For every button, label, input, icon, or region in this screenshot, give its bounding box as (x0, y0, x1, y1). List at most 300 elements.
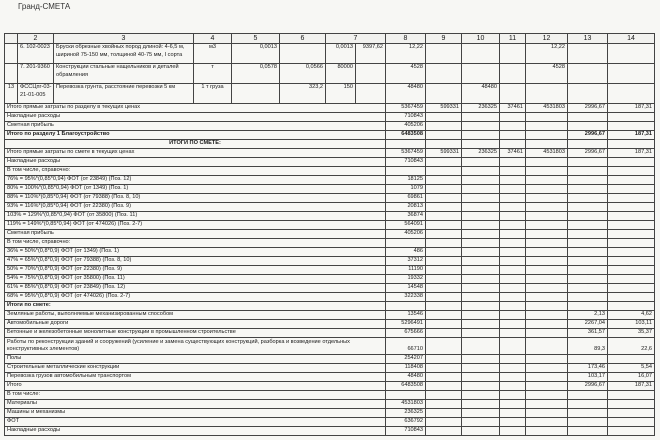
row-value (608, 284, 655, 293)
row-value: 103,17 (568, 373, 608, 382)
row-value: 187,31 (608, 382, 655, 391)
row-total: 486 (386, 248, 426, 257)
row-label: Накладные расходы (5, 113, 386, 122)
summary-row (5, 355, 655, 364)
row-value: 22,6 (608, 338, 655, 355)
summary-row (5, 302, 655, 311)
summary-row (5, 293, 655, 302)
row-label: Итого по разделу 1 Благоустройство (5, 131, 386, 140)
row-value (462, 302, 500, 311)
row-value (426, 185, 462, 194)
row-value (526, 409, 568, 418)
row-value (426, 382, 462, 391)
row-label: 88% = 110%*(0,85*0,94) ФОТ (от 79388) (Поз. 8, 10) (5, 194, 386, 203)
row-total: 14548 (386, 284, 426, 293)
row-value: 2996,67 (568, 149, 608, 158)
row-value (426, 275, 462, 284)
row-value (526, 266, 568, 275)
summary-row (5, 122, 655, 131)
row-total (386, 239, 426, 248)
row-value: 37461 (500, 104, 526, 113)
position-value: 323,2 (280, 84, 326, 104)
row-label: Строительные металлические конструкции (5, 364, 386, 373)
row-value (608, 230, 655, 239)
row-value (568, 400, 608, 409)
row-value (500, 221, 526, 230)
row-total (386, 140, 426, 149)
row-value: 5,54 (608, 364, 655, 373)
row-label: Итого прямые затраты по разделу в текущих ценах (5, 104, 386, 113)
row-label: 103% = 129%*(0,85*0,94) ФОТ (от 35800) (Поз. 11) (5, 212, 386, 221)
row-value (500, 293, 526, 302)
row-value (608, 212, 655, 221)
row-value (500, 266, 526, 275)
row-value (526, 113, 568, 122)
row-value (526, 194, 568, 203)
position-number (5, 64, 18, 84)
row-value (568, 275, 608, 284)
row-label: Накладные расходы (5, 427, 386, 436)
row-label: Автомобильные дороги (5, 320, 386, 329)
row-value (426, 391, 462, 400)
row-value (500, 176, 526, 185)
row-value (426, 400, 462, 409)
position-name: Перевозка грунта, расстояние перевозки 5 км (54, 84, 194, 104)
summary-row (5, 176, 655, 185)
row-value (568, 203, 608, 212)
row-value (568, 355, 608, 364)
row-value (568, 158, 608, 167)
row-value (608, 418, 655, 427)
row-label: Сметная прибыль (5, 230, 386, 239)
summary-row (5, 167, 655, 176)
row-total: 20813 (386, 203, 426, 212)
row-value (426, 221, 462, 230)
row-value (462, 338, 500, 355)
row-value (500, 364, 526, 373)
position-number: 13 (5, 84, 18, 104)
row-value (526, 275, 568, 284)
row-value (568, 212, 608, 221)
row-value (462, 391, 500, 400)
row-value (568, 257, 608, 266)
row-value (500, 185, 526, 194)
estimate-table (4, 33, 655, 436)
row-value (462, 176, 500, 185)
row-value (500, 122, 526, 131)
row-value (426, 302, 462, 311)
summary-row (5, 185, 655, 194)
row-value (526, 311, 568, 320)
row-value (608, 275, 655, 284)
summary-row (5, 400, 655, 409)
row-value (462, 221, 500, 230)
row-total: 11190 (386, 266, 426, 275)
row-value (500, 284, 526, 293)
col-number: 10 (462, 34, 500, 44)
row-value (462, 293, 500, 302)
row-value (426, 167, 462, 176)
row-value (500, 311, 526, 320)
col-number: 9 (426, 34, 462, 44)
summary-row (5, 212, 655, 221)
row-label: 93% = 116%*(0,85*0,94) ФОТ (от 22380) (Поз. 9) (5, 203, 386, 212)
position-value (356, 64, 386, 84)
col-number: 8 (386, 34, 426, 44)
row-label: 76% = 95%*(0,85*0,94) ФОТ (от 23849) (Поз. 12) (5, 176, 386, 185)
row-value: 4531803 (526, 104, 568, 113)
row-total: 48480 (386, 373, 426, 382)
row-value (526, 131, 568, 140)
row-value (500, 158, 526, 167)
summary-row (5, 338, 655, 355)
row-value (462, 248, 500, 257)
row-total: 18125 (386, 176, 426, 185)
position-value (462, 64, 500, 84)
row-total (386, 302, 426, 311)
row-total: 564091 (386, 221, 426, 230)
row-value (526, 212, 568, 221)
row-value (500, 418, 526, 427)
row-total: 36874 (386, 212, 426, 221)
row-total: 236325 (386, 409, 426, 418)
position-value (462, 44, 500, 64)
row-value (462, 113, 500, 122)
row-value (462, 239, 500, 248)
row-value (526, 391, 568, 400)
row-label: Полы (5, 355, 386, 364)
row-value: 2,13 (568, 311, 608, 320)
page-title: Гранд-СМЕТА (18, 2, 71, 11)
row-value (526, 140, 568, 149)
position-value: 4528 (526, 64, 568, 84)
row-value (526, 329, 568, 338)
row-value (426, 320, 462, 329)
row-label: ФОТ (5, 418, 386, 427)
position-value: 12,22 (526, 44, 568, 64)
row-value (526, 355, 568, 364)
row-value (608, 122, 655, 131)
row-value (426, 364, 462, 373)
position-code: ФССЦпг-03-21-01-005 (18, 84, 54, 104)
row-value (568, 122, 608, 131)
row-value (568, 194, 608, 203)
row-value (500, 239, 526, 248)
position-code: 6. 102-0023 (18, 44, 54, 64)
row-value (462, 203, 500, 212)
position-cost: 48480 (386, 84, 426, 104)
row-value (608, 293, 655, 302)
row-label: 68% = 95%*(0,8*0,9) ФОТ (от 474026) (Поз. 2-7) (5, 293, 386, 302)
row-label: Итого прямые затраты по смете в текущих ценах (5, 149, 386, 158)
row-value (608, 185, 655, 194)
row-value (462, 275, 500, 284)
row-label: Накладные расходы (5, 158, 386, 167)
row-value (426, 284, 462, 293)
summary-row (5, 427, 655, 436)
row-total: 19332 (386, 275, 426, 284)
row-value (500, 194, 526, 203)
row-value (500, 409, 526, 418)
row-value (500, 140, 526, 149)
position-qty (232, 84, 280, 104)
col-number: 14 (608, 34, 655, 44)
row-value (608, 176, 655, 185)
row-value (526, 176, 568, 185)
position-value: 0,0566 (280, 64, 326, 84)
row-label: 119% = 149%*(0,85*0,94) ФОТ (от 474026) (Поз. 2-7) (5, 221, 386, 230)
row-value: 187,31 (608, 149, 655, 158)
row-label: 61% = 85%*(0,8*0,9) ФОТ (от 23849) (Поз. 12) (5, 284, 386, 293)
row-value (500, 400, 526, 409)
row-value (426, 248, 462, 257)
row-value (426, 230, 462, 239)
position-qty: 0,0013 (232, 44, 280, 64)
position-cost: 4528 (386, 64, 426, 84)
row-value (568, 266, 608, 275)
row-value (608, 167, 655, 176)
row-value (526, 239, 568, 248)
row-value (526, 382, 568, 391)
row-value (500, 248, 526, 257)
row-value (608, 158, 655, 167)
row-label: ИТОГИ ПО СМЕТЕ: (5, 140, 386, 149)
row-value (568, 409, 608, 418)
row-value: 361,57 (568, 329, 608, 338)
row-value (568, 140, 608, 149)
position-row (5, 64, 655, 84)
row-value (608, 113, 655, 122)
row-value (426, 329, 462, 338)
summary-row (5, 158, 655, 167)
summary-row (5, 149, 655, 158)
row-value (568, 284, 608, 293)
position-value: 9397,62 (356, 44, 386, 64)
col-number: 11 (500, 34, 526, 44)
row-value (526, 122, 568, 131)
row-value (462, 427, 500, 436)
row-value: 35,37 (608, 329, 655, 338)
summary-row (5, 391, 655, 400)
row-value (568, 293, 608, 302)
row-total: 6483508 (386, 131, 426, 140)
position-unit: т (194, 64, 232, 84)
row-value (526, 320, 568, 329)
position-name: Конструкции стальные нащельников и деталей обрамления (54, 64, 194, 84)
row-total: 37312 (386, 257, 426, 266)
row-value (462, 131, 500, 140)
row-value (462, 400, 500, 409)
row-value: 2267,04 (568, 320, 608, 329)
row-value: 103,11 (608, 320, 655, 329)
row-value (462, 122, 500, 131)
row-label: Машины и механизмы (5, 409, 386, 418)
row-value (500, 427, 526, 436)
row-value: 2996,67 (568, 382, 608, 391)
summary-row (5, 382, 655, 391)
row-value (500, 167, 526, 176)
summary-row (5, 248, 655, 257)
row-value (608, 409, 655, 418)
row-value (608, 427, 655, 436)
row-value (500, 113, 526, 122)
row-total: 5367459 (386, 104, 426, 113)
row-value (462, 373, 500, 382)
row-total: 118408 (386, 364, 426, 373)
row-value: 236325 (462, 149, 500, 158)
row-value: 599331 (426, 104, 462, 113)
row-value (426, 158, 462, 167)
row-total: 254207 (386, 355, 426, 364)
row-value: 2996,67 (568, 131, 608, 140)
row-value (608, 221, 655, 230)
row-value (462, 320, 500, 329)
row-label: В том числе, справочно: (5, 167, 386, 176)
section-heading-row (5, 140, 655, 149)
row-value (426, 311, 462, 320)
col-number: 5 (232, 34, 280, 44)
row-value (568, 176, 608, 185)
row-value (526, 257, 568, 266)
row-value (568, 185, 608, 194)
row-total: 5367459 (386, 149, 426, 158)
row-value (526, 284, 568, 293)
row-value (462, 140, 500, 149)
col-number: 3 (54, 34, 194, 44)
row-label: 54% = 75%*(0,8*0,9) ФОТ (от 35800) (Поз. 11) (5, 275, 386, 284)
row-value (462, 311, 500, 320)
row-value (500, 355, 526, 364)
row-value (526, 400, 568, 409)
row-value (526, 230, 568, 239)
row-label: Итого (5, 382, 386, 391)
col-number: 4 (194, 34, 232, 44)
row-value (462, 355, 500, 364)
row-value (568, 221, 608, 230)
col-number: 12 (526, 34, 568, 44)
col-number: 13 (568, 34, 608, 44)
summary-row (5, 275, 655, 284)
position-value (356, 84, 386, 104)
row-value (426, 239, 462, 248)
row-value: 599331 (426, 149, 462, 158)
row-value (462, 167, 500, 176)
summary-row (5, 409, 655, 418)
summary-row (5, 104, 655, 113)
position-cost: 12,22 (386, 44, 426, 64)
row-value (608, 194, 655, 203)
row-label: Материалы (5, 400, 386, 409)
row-value (608, 257, 655, 266)
row-value (608, 266, 655, 275)
row-value (426, 122, 462, 131)
position-number (5, 44, 18, 64)
row-value (462, 409, 500, 418)
row-label: Бетонные и железобетонные монолитные конструкции в промышленном строительстве (5, 329, 386, 338)
row-value (608, 391, 655, 400)
row-total: 710843 (386, 158, 426, 167)
row-value (568, 418, 608, 427)
row-value (426, 212, 462, 221)
row-value (462, 185, 500, 194)
row-value (462, 266, 500, 275)
row-total: 66710 (386, 338, 426, 355)
row-total: 4531803 (386, 400, 426, 409)
row-value (426, 131, 462, 140)
row-value (608, 400, 655, 409)
position-qty: 0,0578 (232, 64, 280, 84)
row-value: 16,07 (608, 373, 655, 382)
row-value (426, 293, 462, 302)
row-value (426, 176, 462, 185)
summary-row (5, 266, 655, 275)
summary-row (5, 131, 655, 140)
row-value (608, 302, 655, 311)
position-value: 48480 (462, 84, 500, 104)
row-value (500, 131, 526, 140)
row-value (526, 248, 568, 257)
col-number: 6 (280, 34, 326, 44)
row-value (608, 355, 655, 364)
row-value (526, 203, 568, 212)
summary-row (5, 320, 655, 329)
column-number-row (5, 34, 655, 44)
row-value (462, 364, 500, 373)
position-value (280, 44, 326, 64)
row-value (462, 194, 500, 203)
row-value (568, 302, 608, 311)
row-value (526, 373, 568, 382)
row-value (462, 212, 500, 221)
row-value (526, 418, 568, 427)
row-value (426, 373, 462, 382)
row-total: 405206 (386, 122, 426, 131)
row-label: Сметная прибыль (5, 122, 386, 131)
row-value (426, 338, 462, 355)
summary-row (5, 113, 655, 122)
position-row (5, 84, 655, 104)
row-value: 187,31 (608, 131, 655, 140)
row-value (500, 203, 526, 212)
row-value (568, 230, 608, 239)
row-value (500, 257, 526, 266)
row-value (500, 382, 526, 391)
row-value (526, 427, 568, 436)
row-value (526, 221, 568, 230)
row-value (462, 329, 500, 338)
row-value: 236325 (462, 104, 500, 113)
row-value (426, 140, 462, 149)
row-value (568, 427, 608, 436)
summary-row (5, 311, 655, 320)
col-number: 2 (18, 34, 54, 44)
row-label: 36% = 50%*(0,8*0,9) ФОТ (от 1349) (Поз. 1) (5, 248, 386, 257)
summary-row (5, 284, 655, 293)
row-value: 4,62 (608, 311, 655, 320)
row-value (426, 257, 462, 266)
row-value (608, 203, 655, 212)
row-value (500, 373, 526, 382)
row-value (462, 257, 500, 266)
row-total: 322338 (386, 293, 426, 302)
row-value (426, 203, 462, 212)
row-value (526, 293, 568, 302)
row-label: Итоги по смете: (5, 302, 386, 311)
row-value (500, 212, 526, 221)
row-value (608, 239, 655, 248)
summary-row (5, 329, 655, 338)
row-total: 675666 (386, 329, 426, 338)
